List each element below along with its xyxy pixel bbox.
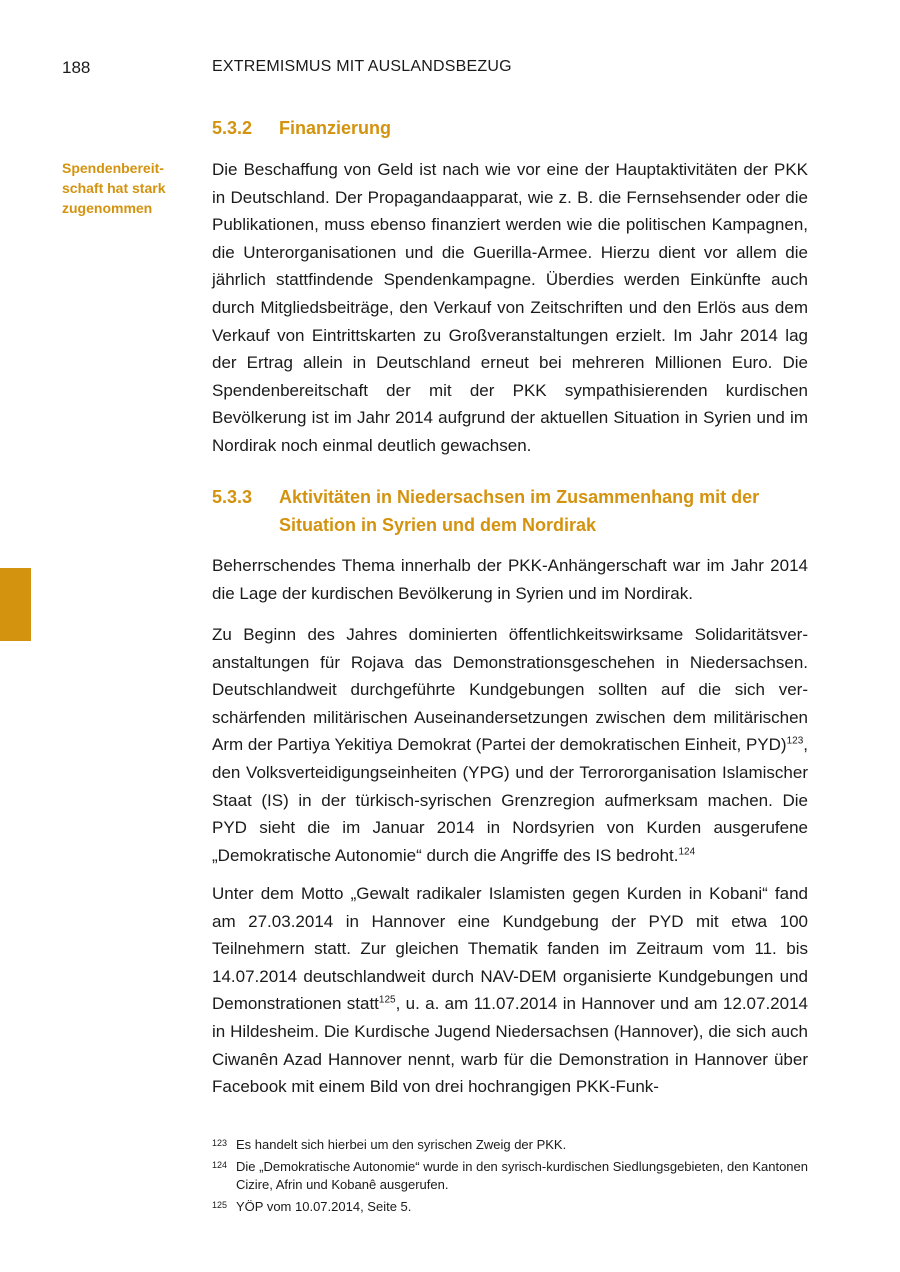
- paragraph-dominant-topic: Beherrschendes Thema innerhalb der PKK-Anhängerschaft war im Jahr 2014 die Lage der kurdischen Bevölkerung in Syrien und im Nordirak.: [212, 556, 808, 603]
- section-title: Aktivitäten in Niedersachsen im Zusammenhang mit der Situation in Syrien und dem Nordirak: [279, 487, 760, 535]
- footnote-ref[interactable]: 125: [378, 994, 396, 1006]
- footnotes: [212, 1136, 808, 1220]
- footnote-text: YÖP vom 10.07.2014, Seite 5.: [236, 1199, 412, 1214]
- paragraph-text: , u. a. am 11.07.2014 in Hannover und am 12.07.2014 in Hildesheim. Die Kurdische Jugend Niedersachsen (Hannover), die sich auch Ciwanên Azad Hannover nennt, warb für die Demonstration in Hannover über Facebook mit einem Bild von drei hochrangigen PKK-Funk-: [212, 994, 808, 1097]
- margin-note-line: zugenommen: [62, 200, 153, 216]
- footnote-mark: 123: [212, 1138, 228, 1148]
- footnote-text: Es handelt sich hierbei um den syrischen Zweig der PKK.: [236, 1137, 567, 1152]
- margin-note-line: Spendenbereit-: [62, 160, 164, 176]
- margin-note: [62, 158, 182, 218]
- section-heading-5-3-3: [212, 483, 812, 539]
- footnote-mark: 125: [212, 1200, 228, 1210]
- footnote-item: [212, 1198, 808, 1216]
- footnote-mark: 124: [212, 1160, 228, 1170]
- running-head: EXTREMISMUS MIT AUSLANDSBEZUG: [212, 58, 512, 75]
- footnote-item: [212, 1136, 808, 1154]
- paragraph-text: Zu Beginn des Jahres dominierten öffentlichkeitswirksame Solidaritätsveranstaltungen für Rojava das Demonstrationsgeschehen in Niedersachsen. Deutschlandweit durchgeführte Kundgebungen sollten auf die sich verschärfenden militärischen Auseinandersetzungen zwischen dem militärischen Arm der Partiya Yekitiya Demokrat (Partei der demokratischen Einheit, PYD): [212, 625, 808, 755]
- paragraph-financing: Die Beschaffung von Geld ist nach wie vor eine der Hauptaktivitäten der PKK in Deutschland. Der Propagandaapparat, wie z. B. die Fernsehsender oder die Publikationen, muss ebenso finanziert werden wie die politischen Kampagnen, die Unterorganisationen und die Guerilla-Armee. Hierzu dient vor allem die jährlich stattfindende Spendenkampagne. Überdies werden Einkünfte auch durch Mitgliedsbeiträge, den Verkauf von Zeitschriften und den Erlös aus dem Verkauf von Eintrittskarten zu Großveranstaltungen erzielt. Im Jahr 2014 lag der Ertrag allein in Deutschland erneut bei mehreren Millionen Euro. Die Spendenbereitschaft der mit der PKK sympathisierenden kurdischen Bevölkerung ist im Jahr 2014 aufgrund der aktuellen Situation in Syrien und im Nordirak noch einmal deutlich gewachsen.: [212, 160, 808, 455]
- section-heading-5-3-2: [212, 114, 812, 142]
- side-tab-marker: [0, 568, 31, 641]
- paragraph-rojava-events: [212, 621, 808, 869]
- paragraph-text: Unter dem Motto „Gewalt radikaler Islamisten gegen Kurden in Kobani“ fand am 27.03.2014 in Hannover eine Kundgebung der PYD mit etwa 100 Teilnehmern statt. Zur gleichen Thematik fanden im Zeitraum vom 11. bis 14.07.2014 deutschlandweit durch NAV-DEM organisierte Kundgebungen und Demonstrationen statt: [212, 884, 808, 1014]
- margin-note-line: schaft hat stark: [62, 180, 166, 196]
- section-number: 5.3.3: [212, 487, 253, 507]
- page-number: 188: [62, 58, 91, 77]
- footnote-item: [212, 1158, 808, 1194]
- footnote-ref[interactable]: 124: [678, 846, 696, 858]
- footnote-text: Die „Demokratische Autonomie“ wurde in den syrisch-kurdischen Siedlungsgebieten, den Kantonen Cizire, Afrin und Kobanê ausgerufen.: [236, 1159, 808, 1192]
- paragraph-kobani-rallies: [212, 880, 808, 1101]
- section-title: Finanzierung: [279, 118, 391, 138]
- paragraph-text: , den Volksverteidigungseinheiten (YPG) und der Terrororganisation Islamischer Staat (IS) in der türkisch-syrischen Grenzregion aufmerksam machen. Die PYD sieht die im Januar 2014 in Nordsyrien von Kurden ausgerufene „Demokratische Autonomie“ durch die Angriffe des IS bedroht.: [212, 735, 808, 865]
- footnote-ref[interactable]: 123: [786, 735, 804, 747]
- section-number: 5.3.2: [212, 118, 253, 138]
